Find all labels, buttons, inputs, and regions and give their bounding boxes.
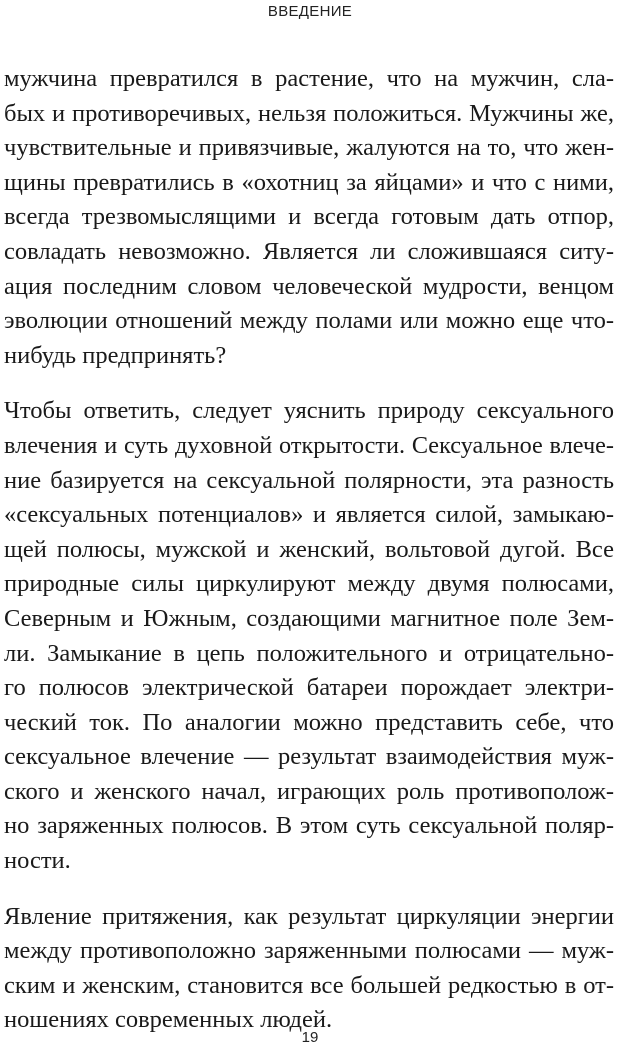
paragraph-1 — [4, 62, 614, 373]
text-line: но заряженных полюсов. В этом суть сексуальной поляр- — [4, 812, 614, 840]
text-line: Явление притяжения, как результат циркуляции энергии — [4, 902, 614, 930]
text-line: эволюции отношений между полами или можно еще что- — [4, 307, 614, 335]
text-line: ношениях современных людей. — [4, 1006, 333, 1034]
text-line: Чтобы ответить, следует уяснить природу сексуального — [4, 397, 614, 425]
text-line: всегда трезвомыслящими и всегда готовым дать отпор, — [4, 203, 614, 231]
text-line: ация последним словом человеческой мудрости, венцом — [4, 272, 614, 300]
running-title: ВВЕДЕНИЕ — [267, 3, 353, 20]
text-line: мужчина превратился в растение, что на мужчин, сла- — [4, 65, 614, 92]
text-line: совладать невозможно. Является ли сложившаяся ситу- — [4, 237, 614, 265]
text-line: го полюсов электрической батареи порождает электри- — [4, 674, 614, 702]
text-line: щины превратились в «охотниц за яйцами» и что с ними, — [4, 168, 614, 196]
text-line: ского и женского начал, играющих роль противополож- — [4, 777, 614, 805]
text-line: влечения и суть духовной открытости. Сексуальное влече- — [4, 431, 614, 459]
text-line: нибудь предпринять? — [4, 341, 227, 369]
text-line: ности. — [4, 847, 71, 875]
text-line: бых и противоречивых, нельзя положиться. Мужчины же, — [4, 99, 614, 127]
paragraph-3 — [4, 900, 614, 1038]
text-line: щей полюсы, мужской и женский, вольтовой дугой. Все — [4, 535, 614, 563]
text-line: ческий ток. По аналогии можно представить себе, что — [4, 708, 614, 736]
paragraph-2 — [4, 394, 614, 878]
page-number: 19 — [301, 1029, 319, 1046]
text-line: ние базируется на сексуальной полярности, эта разность — [4, 466, 614, 494]
text-line: «сексуальных потенциалов» и является силой, замыкаю- — [4, 501, 614, 529]
text-line: природные силы циркулируют между двумя полюсами, — [4, 570, 614, 598]
page-body — [4, 62, 614, 1038]
text-line: ли. Замыкание в цепь положительного и отрицательно- — [4, 639, 614, 667]
text-line: Северным и Южным, создающими магнитное поле Зем- — [4, 604, 614, 632]
text-line: ским и женским, становится все большей редкостью в от- — [4, 971, 614, 999]
text-line: между противоположно заряженными полюсами — муж- — [4, 937, 614, 965]
text-line: сексуальное влечение — результат взаимодействия муж- — [4, 743, 614, 771]
text-line: чувствительные и привязчивые, жалуются на то, что жен- — [4, 134, 614, 162]
